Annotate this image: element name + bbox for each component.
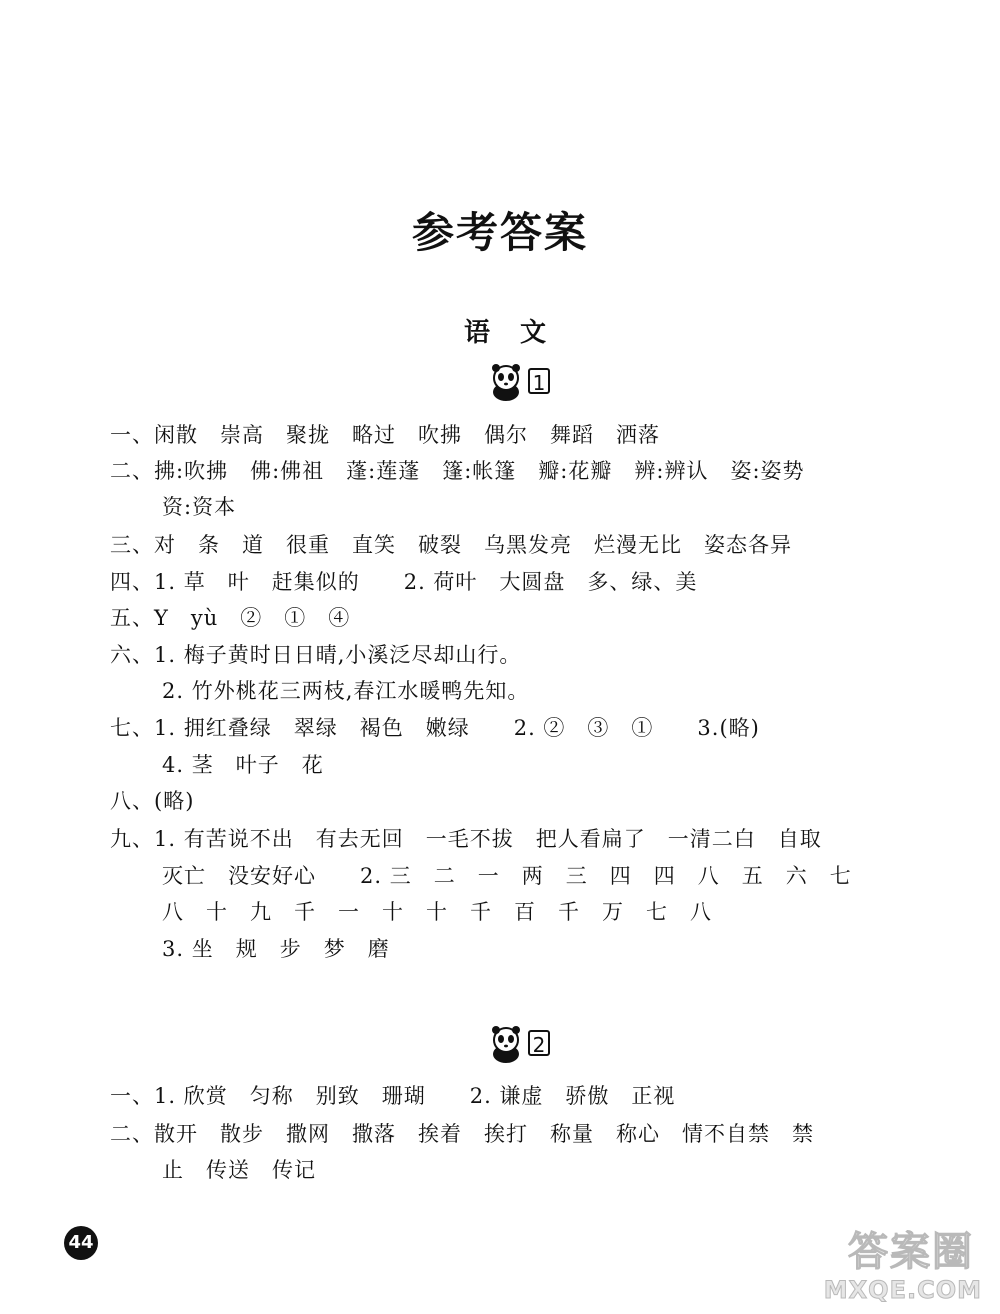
answer-line: 一、闲散 崇高 聚拢 略过 吹拂 偶尔 舞蹈 洒落: [110, 423, 660, 447]
panda-icon: [486, 362, 526, 402]
answer-line: 八、(略): [110, 789, 195, 813]
answer-line: 五、Y yù ② ① ④: [110, 606, 351, 630]
watermark: [792, 1218, 992, 1308]
watermark-title: 答案圈: [848, 1229, 974, 1275]
answer-line: 资:资本: [162, 495, 237, 519]
subject-heading: 语文: [463, 318, 576, 348]
answer-line: 灭亡 没安好心 2. 三 二 一 两 三 四 四 八 五 六 七: [162, 864, 852, 888]
unit-number: 1: [528, 368, 550, 394]
answer-line: 一、1. 欣赏 匀称 别致 珊瑚 2. 谦虚 骄傲 正视: [110, 1084, 676, 1108]
unit-number: 2: [528, 1030, 550, 1056]
unit-1-badge: [486, 362, 556, 402]
answer-line: 二、散开 散步 撒网 撒落 挨着 挨打 称量 称心 情不自禁 禁: [110, 1122, 814, 1146]
answer-line: 4. 茎 叶子 花: [162, 753, 324, 777]
page-number: 44: [64, 1226, 98, 1260]
answer-line: 四、1. 草 叶 赶集似的 2. 荷叶 大圆盘 多、绿、美: [110, 570, 698, 594]
answer-line: 二、拂:吹拂 佛:佛祖 蓬:莲蓬 篷:帐篷 瓣:花瓣 辨:辨认 姿:姿势: [110, 459, 805, 483]
answer-line: 止 传送 传记: [162, 1158, 316, 1182]
answer-line: 六、1. 梅子黄时日日晴,小溪泛尽却山行。: [110, 643, 522, 667]
answer-line: 九、1. 有苦说不出 有去无回 一毛不拔 把人看扁了 一清二白 自取: [110, 827, 822, 851]
answer-line: 八 十 九 千 一 十 十 千 百 千 万 七 八: [162, 900, 712, 924]
answer-line: 七、1. 拥红叠绿 翠绿 褐色 嫩绿 2. ② ③ ① 3.(略): [110, 716, 760, 740]
unit-2-badge: [486, 1024, 556, 1064]
panda-icon: [486, 1024, 526, 1064]
answer-line: 三、对 条 道 很重 直笑 破裂 乌黑发亮 烂漫无比 姿态各异: [110, 533, 792, 557]
answer-line: 3. 坐 规 步 梦 磨: [162, 937, 390, 961]
watermark-url: MXQE.COM: [823, 1276, 982, 1304]
answer-line: 2. 竹外桃花三两枝,春江水暖鸭先知。: [162, 679, 530, 703]
page-title: 参考答案: [411, 208, 588, 257]
